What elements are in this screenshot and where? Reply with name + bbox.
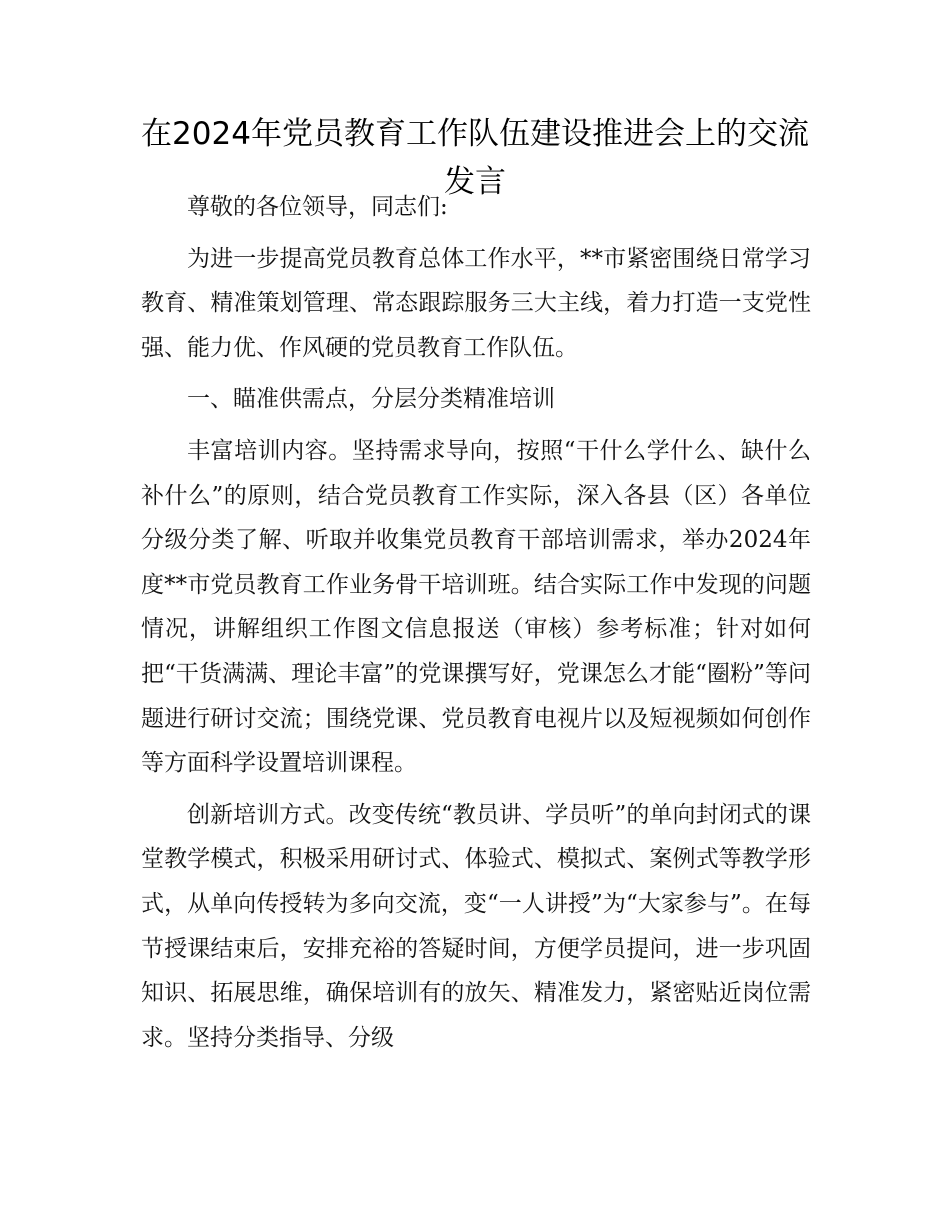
- intro-paragraph: 为进一步提高党员教育总体工作水平，**市紧密围绕日常学习教育、精准策划管理、常态跟踪服务三大主线，着力打造一支党性强、能力优、作风硬的党员教育工作队伍。: [141, 245, 811, 361]
- body-paragraph: 创新培训方式。改变传统“教员讲、学员听”的单向封闭式的课堂教学模式，积极采用研讨式、体验式、模拟式、案例式等教学形式，从单向传授转为多向交流，变“一人讲授”为“大家参与”。在每节授课结束后，安排充裕的答疑时间，方便学员提问，进一步巩固知识、拓展思维，确保培训有的放矢、精准发力，紧密贴近岗位需求。坚持分类指导、分级: [141, 801, 811, 1051]
- document-body: [141, 185, 811, 1067]
- body-paragraph: 丰富培训内容。坚持需求导向，按照“干什么学什么、缺什么补什么”的原则，结合党员教育工作实际，深入各县（区）各单位分级分类了解、听取并收集党员教育干部培训需求，举办2024年度**市党员教育工作业务骨干培训班。结合实际工作中发现的问题情况，讲解组织工作图文信息报送（审核）参考标准；针对如何把“干货满满、理论丰富”的党课撰写好，党课怎么才能“圈粉”等问题进行研讨交流；围绕党课、党员教育电视片以及短视频如何创作等方面科学设置培训课程。: [141, 437, 811, 777]
- document-title: 在2024年党员教育工作队伍建设推进会上的交流发言: [141, 116, 809, 200]
- section-heading: 一、瞄准供需点，分层分类精准培训: [187, 386, 555, 413]
- salutation-paragraph: 尊敬的各位领导，同志们:: [187, 194, 448, 220]
